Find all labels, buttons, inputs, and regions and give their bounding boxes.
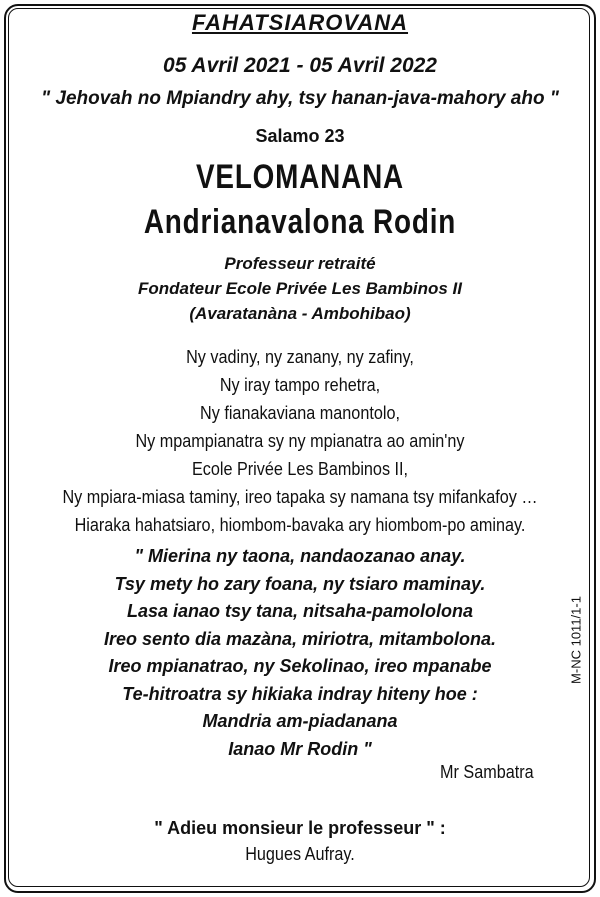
poem-line: " Mierina ny taona, nandaozanao anay. bbox=[134, 546, 466, 566]
poem-line: Ireo mpianatrao, ny Sekolinao, ireo mpanabe bbox=[108, 656, 492, 676]
family-line: Ny mpiara-miasa taminy, ireo tapaka sy namana tsy mifankafoy … bbox=[62, 487, 538, 507]
reference-code: M-NC 1011/1-1 bbox=[568, 596, 584, 684]
family-line: Ny mpampianatra sy ny mpianatra ao amin'ny bbox=[135, 431, 465, 451]
poem-line: Ianao Mr Rodin " bbox=[228, 738, 372, 759]
closing-author: Hugues Aufray. bbox=[245, 844, 355, 864]
deceased-given-names: Andrianavalona Rodin bbox=[143, 203, 457, 241]
deceased-roles bbox=[0, 251, 600, 326]
page-title: FAHATSIAROVANA bbox=[191, 10, 409, 35]
role-line: (Avaratanàna - Ambohibao) bbox=[189, 304, 411, 323]
closing-quote: " Adieu monsieur le professeur " : bbox=[154, 818, 446, 838]
family-line: Hiaraka hahatsiaro, hiombom-bavaka ary hiombom-po aminay. bbox=[74, 515, 526, 535]
poem-line: Mandria am-piadanana bbox=[202, 711, 398, 731]
family-announcement bbox=[30, 343, 570, 539]
poem-line: Te-hitroatra sy hikiaka indray hiteny hoe : bbox=[122, 683, 478, 704]
memorial-dates: 05 Avril 2021 - 05 Avril 2022 bbox=[163, 54, 437, 77]
poem-line: Tsy mety ho zary foana, ny tsiaro maminay. bbox=[114, 573, 486, 594]
poem-author: Mr Sambatra bbox=[440, 762, 534, 782]
poem-line: Ireo sento dia mazàna, miriotra, mitambolona. bbox=[103, 628, 497, 649]
deceased-surname: VELOMANANA bbox=[195, 158, 404, 196]
poem-line: Lasa ianao tsy tana, nitsaha-pamololona bbox=[126, 601, 474, 621]
family-line: Ny vadiny, ny zanany, ny zafiny, bbox=[186, 347, 414, 367]
memorial-poem bbox=[0, 543, 600, 763]
role-line: Fondateur Ecole Privée Les Bambinos II bbox=[137, 279, 463, 298]
family-line: Ecole Privée Les Bambinos II, bbox=[191, 459, 409, 479]
family-line: Ny fianakaviana manontolo, bbox=[200, 403, 400, 423]
family-line: Ny iray tampo rehetra, bbox=[219, 375, 381, 395]
role-line: Professeur retraité bbox=[224, 254, 376, 273]
psalm-reference: Salamo 23 bbox=[255, 126, 345, 146]
bible-quote: " Jehovah no Mpiandry ahy, tsy hanan-java-mahory aho " bbox=[41, 88, 559, 109]
